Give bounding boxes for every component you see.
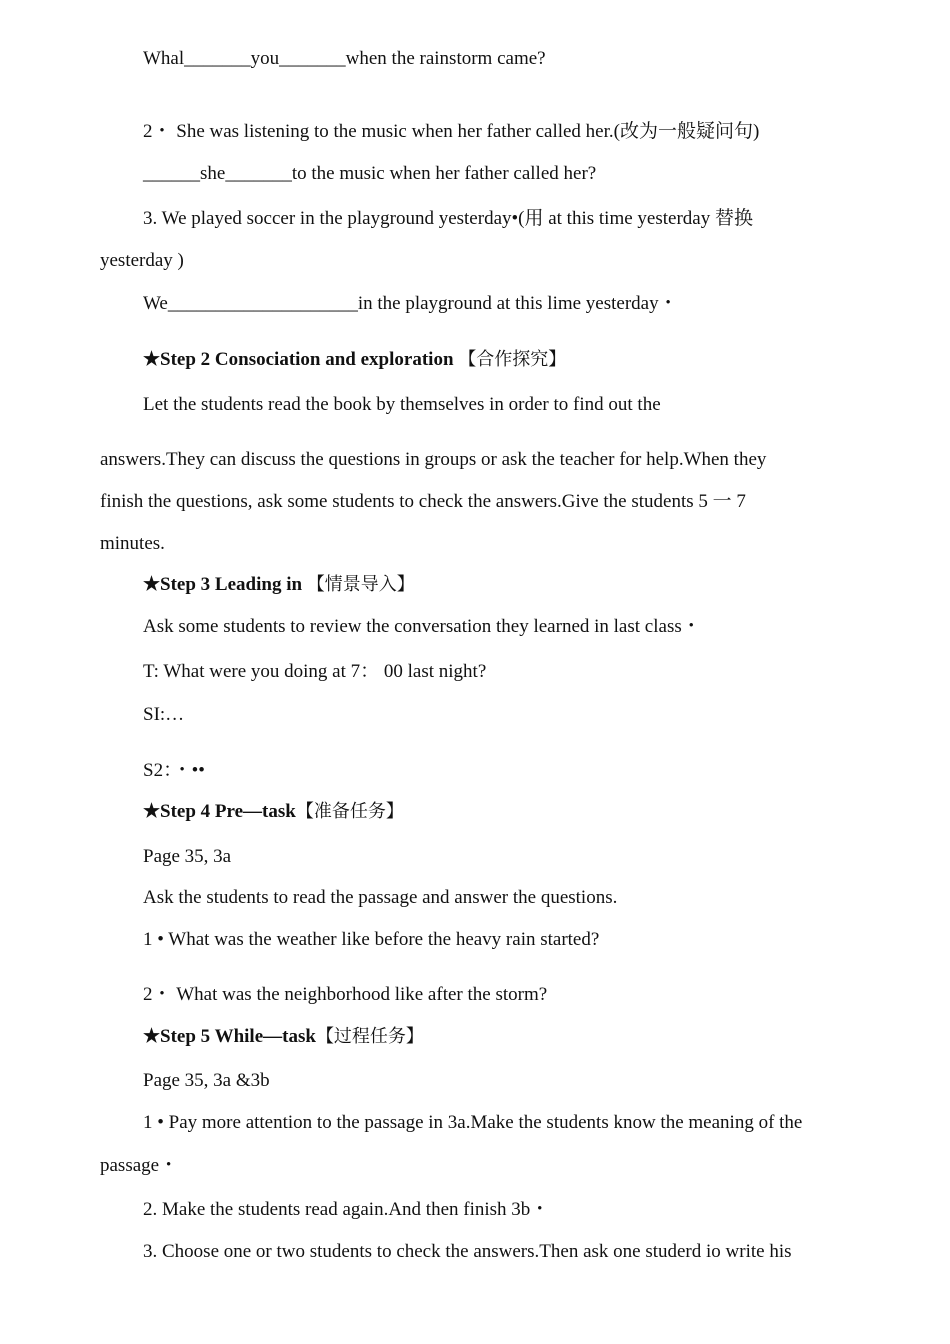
step-2-heading-zh: 【合作探究】 [458,349,567,370]
step-5-item-3: 3. Choose one or two students to check the answers.Then ask one studerd io write his [143,1241,792,1262]
step-2-heading-en: ★Step 2 Consociation and exploration [143,349,459,370]
step-4-heading-en: ★Step 4 Pre—task [143,801,296,822]
step-2-heading [143,348,566,372]
step-5-item-1: 1 • Pay more attention to the passage in 3a.Make the students know the meaning of the [143,1112,803,1133]
step-4-paragraph: Ask the students to read the passage and answer the questions. [143,887,618,908]
step-2-paragraph-line-3: finish the questions, ask some students to check the answers.Give the students 5 一 7 [100,491,746,512]
step-3-paragraph: Ask some students to review the conversation they learned in last class・ [143,616,701,637]
step-2-paragraph-line-2: answers.They can discuss the questions in groups or ask the teacher for help.When they [100,449,767,470]
step-4-heading-zh: 【准备任务】 [295,801,404,822]
step-2-paragraph-line-1: Let the students read the book by themselves in order to find out the [143,394,661,415]
step-3-heading-zh: 【情景导入】 [306,574,415,595]
step-2-paragraph-line-4: minutes. [100,533,165,554]
step-3-teacher-line: T: What were you doing at 7： 00 last night? [143,661,487,682]
step-3-student-1-line: SI:… [143,704,185,725]
step-4-page-ref: Page 35, 3a [143,846,232,867]
step-5-page-ref: Page 35, 3a &3b [143,1070,270,1091]
step-5-heading [143,1025,424,1049]
exercise-question-3: 3. We played soccer in the playground yesterday•(用 at this time yesterday 替换 [143,208,753,229]
exercise-question-2-answer: ______she_______to the music when her father called her? [143,163,597,184]
step-3-heading [143,573,415,597]
exercise-question-3-cont: yesterday ) [100,250,184,271]
exercise-line-1: Whal_______you_______when the rainstorm came? [143,48,546,69]
exercise-question-2: 2・ She was listening to the music when her father called her.(改为一般疑问句) [143,121,760,142]
step-4-question-1: 1 • What was the weather like before the heavy rain started? [143,929,600,950]
step-5-heading-en: ★Step 5 While—task [143,1026,316,1047]
step-5-item-2: 2. Make the students read again.And then finish 3b・ [143,1199,550,1220]
step-3-student-2-line: S2：・•• [143,760,205,781]
step-4-heading [143,800,404,824]
step-3-heading-en: ★Step 3 Leading in [143,574,307,595]
step-4-question-2: 2・ What was the neighborhood like after the storm? [143,984,548,1005]
step-5-heading-zh: 【过程任务】 [315,1026,424,1047]
exercise-question-3-answer: We____________________in the playground at this lime yesterday・ [143,293,678,314]
step-5-item-1-cont: passage・ [100,1155,179,1176]
